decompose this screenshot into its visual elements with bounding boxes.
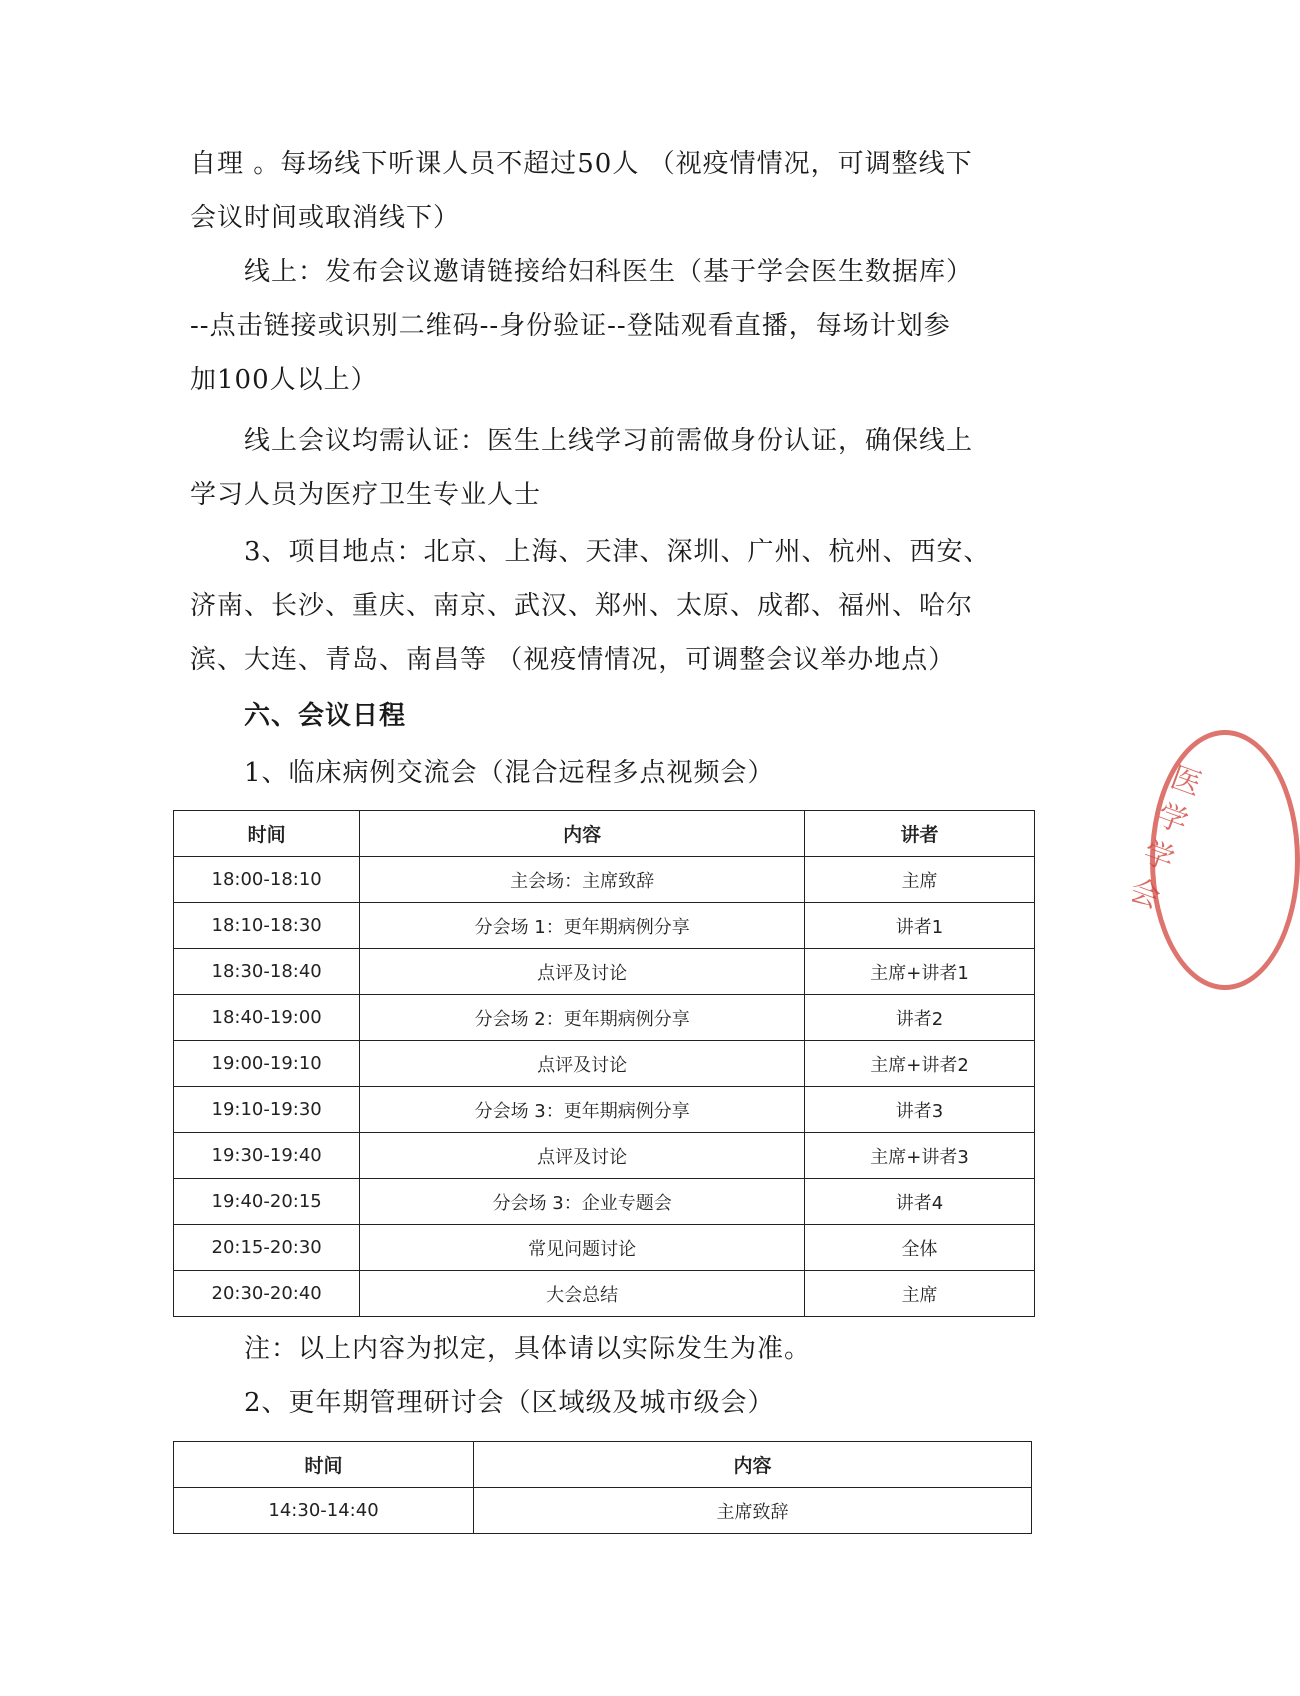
table-row xyxy=(174,1179,1035,1225)
official-seal-text: 医学学会 xyxy=(1124,759,1207,916)
paragraph-line: 会议时间或取消线下） xyxy=(190,203,461,233)
speaker-cell: 主席+讲者2 xyxy=(805,1041,1035,1087)
content-cell: 大会总结 xyxy=(360,1271,805,1317)
paragraph-line: --点击链接或识别二维码--身份验证--登陆观看直播，每场计划参 xyxy=(190,311,951,341)
table-row xyxy=(174,1225,1035,1271)
subheading-clinical-case-meeting: 1、临床病例交流会（混合远程多点视频会） xyxy=(244,758,775,788)
content-cell: 主席致辞 xyxy=(474,1488,1032,1534)
content-cell: 点评及讨论 xyxy=(360,1133,805,1179)
table-header-row xyxy=(174,811,1035,857)
table-row xyxy=(174,995,1035,1041)
section-heading: 六、会议日程 xyxy=(244,701,407,731)
time-cell: 19:00-19:10 xyxy=(174,1041,360,1087)
schedule-table-clinical xyxy=(173,810,1035,1317)
column-header-time: 时间 xyxy=(174,811,360,857)
content-cell: 常见问题讨论 xyxy=(360,1225,805,1271)
table-row xyxy=(174,1041,1035,1087)
table-row xyxy=(174,1133,1035,1179)
content-cell: 点评及讨论 xyxy=(360,1041,805,1087)
table-row xyxy=(174,903,1035,949)
column-header-content: 内容 xyxy=(360,811,805,857)
time-cell: 19:40-20:15 xyxy=(174,1179,360,1225)
content-cell: 分会场 3：企业专题会 xyxy=(360,1179,805,1225)
paragraph-line: 学习人员为医疗卫生专业人士 xyxy=(190,480,542,510)
speaker-cell: 讲者2 xyxy=(805,995,1035,1041)
speaker-cell: 主席 xyxy=(805,857,1035,903)
paragraph-line: 滨、大连、青岛、南昌等 （视疫情情况，可调整会议举办地点） xyxy=(190,645,956,675)
speaker-cell: 讲者1 xyxy=(805,903,1035,949)
paragraph-line: 加100人以上） xyxy=(190,365,378,395)
paragraph-line: 线上：发布会议邀请链接给妇科医生（基于学会医生数据库） xyxy=(244,257,974,287)
time-cell: 18:30-18:40 xyxy=(174,949,360,995)
table-note: 注：以上内容为拟定，具体请以实际发生为准。 xyxy=(244,1334,812,1364)
subheading-management-seminar: 2、更年期管理研讨会（区域级及城市级会） xyxy=(244,1388,775,1418)
table-header-row xyxy=(174,1442,1032,1488)
table-row xyxy=(174,857,1035,903)
time-cell: 18:40-19:00 xyxy=(174,995,360,1041)
table-row xyxy=(174,1087,1035,1133)
speaker-cell: 全体 xyxy=(805,1225,1035,1271)
content-cell: 分会场 3：更年期病例分享 xyxy=(360,1087,805,1133)
time-cell: 18:00-18:10 xyxy=(174,857,360,903)
content-cell: 点评及讨论 xyxy=(360,949,805,995)
time-cell: 14:30-14:40 xyxy=(174,1488,474,1534)
speaker-cell: 主席 xyxy=(805,1271,1035,1317)
table-row xyxy=(174,949,1035,995)
time-cell: 20:30-20:40 xyxy=(174,1271,360,1317)
paragraph-line: 自理 。每场线下听课人员不超过50人 （视疫情情况，可调整线下 xyxy=(190,149,973,179)
time-cell: 19:30-19:40 xyxy=(174,1133,360,1179)
table-row xyxy=(174,1271,1035,1317)
speaker-cell: 讲者4 xyxy=(805,1179,1035,1225)
speaker-cell: 讲者3 xyxy=(805,1087,1035,1133)
content-cell: 分会场 2：更年期病例分享 xyxy=(360,995,805,1041)
paragraph-line: 线上会议均需认证：医生上线学习前需做身份认证，确保线上 xyxy=(244,426,974,456)
column-header-speaker: 讲者 xyxy=(805,811,1035,857)
speaker-cell: 主席+讲者3 xyxy=(805,1133,1035,1179)
speaker-cell: 主席+讲者1 xyxy=(805,949,1035,995)
time-cell: 20:15-20:30 xyxy=(174,1225,360,1271)
time-cell: 19:10-19:30 xyxy=(174,1087,360,1133)
table-row xyxy=(174,1488,1032,1534)
column-header-content: 内容 xyxy=(474,1442,1032,1488)
column-header-time: 时间 xyxy=(174,1442,474,1488)
schedule-table-seminar xyxy=(173,1441,1032,1534)
content-cell: 主会场：主席致辞 xyxy=(360,857,805,903)
paragraph-line: 济南、长沙、重庆、南京、武汉、郑州、太原、成都、福州、哈尔 xyxy=(190,591,974,621)
content-cell: 分会场 1：更年期病例分享 xyxy=(360,903,805,949)
time-cell: 18:10-18:30 xyxy=(174,903,360,949)
paragraph-line: 3、项目地点：北京、上海、天津、深圳、广州、杭州、西安、 xyxy=(244,537,991,567)
